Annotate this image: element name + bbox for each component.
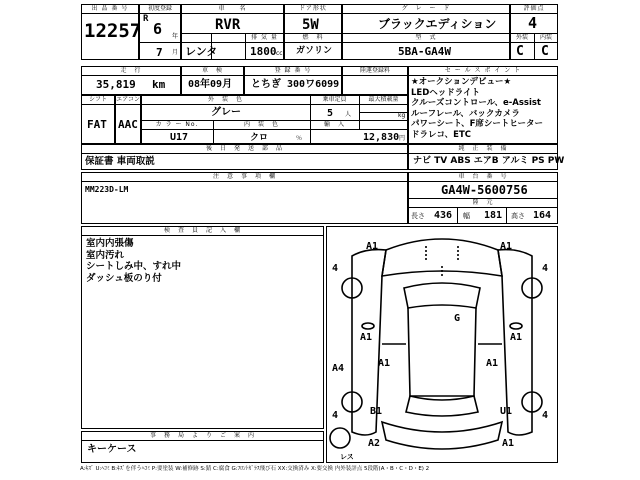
interior-grade: C: [541, 44, 549, 59]
header-genuine-equip: 純 正 装 備: [458, 145, 508, 152]
genuine-equipment: ナビ TV ABS エアB アルミ PS PW: [413, 156, 565, 166]
mark-a1-door-right: A1: [486, 358, 499, 369]
inspection-date: 08年09月: [188, 79, 233, 90]
header-interior: 内装: [539, 34, 552, 41]
length: 436: [434, 210, 453, 221]
mark-less: レス: [340, 453, 354, 461]
capacity-unit: 人: [345, 111, 352, 118]
sales-point: ドラレコ、ETC: [411, 129, 472, 140]
reg-year: 6: [153, 20, 163, 38]
year-unit: 年: [172, 33, 179, 40]
int-color: クロ: [250, 133, 269, 143]
height: 164: [533, 210, 552, 221]
car-roof: [408, 308, 476, 396]
doc-items: 保証書 車両取説: [85, 156, 155, 167]
header-capacity: 乗車定員: [322, 96, 347, 103]
length-label: 長さ: [411, 212, 425, 220]
notes-text: MM223D-LM: [85, 185, 129, 194]
mark-a1-side-right: A1: [510, 332, 523, 343]
mark-a4-rear-left: A4: [332, 363, 345, 374]
mark-a1-bumper: A1: [502, 438, 515, 449]
shift: FAT: [87, 118, 107, 131]
mark-u1-rear: U1: [500, 406, 513, 417]
car-windshield: [404, 283, 480, 308]
car-name: RVR: [215, 17, 241, 33]
header-doc-items: 後 日 発 送 部 品: [205, 145, 283, 152]
transfer-fee: 12,830: [363, 132, 400, 143]
car-trunk: [382, 422, 502, 449]
header-mileage: 走 行: [120, 67, 142, 74]
header-inspector: 検 査 員 記 入 欄: [163, 227, 241, 234]
header-exterior: 外装: [515, 34, 528, 41]
import-unit: ％: [296, 135, 303, 142]
header-color-no: カ ラ ー No.: [155, 121, 199, 128]
width-label: 幅: [463, 212, 470, 220]
header-lot: 出 品 番 号: [91, 5, 129, 12]
mark-tire-rl: 4: [332, 410, 339, 421]
reg-month: 7: [156, 46, 163, 59]
header-notes: 注 意 事 項 欄: [212, 173, 276, 180]
lot-number: 12257: [84, 20, 142, 42]
header-first-reg: 初度登録: [147, 5, 172, 12]
mark-a1-front-left: A1: [366, 241, 379, 252]
header-sales-points: セ ー ル ス ポ イ ン ト: [444, 67, 522, 74]
mark-a2-bumper: A2: [368, 438, 381, 449]
header-import: 輸 入: [323, 121, 345, 128]
sales-point: ルーフレール、バックカメラ: [411, 108, 520, 119]
car-damage-diagram: [326, 226, 558, 463]
sales-point: ★オークションデビュー★: [411, 77, 512, 87]
height-label: 高さ: [511, 212, 525, 220]
header-fuel: 燃 料: [302, 34, 324, 41]
header-grade: グ レ ー ド: [401, 5, 451, 12]
header-transfer-fee: 陸運登録料: [359, 67, 390, 74]
inspector-note: 室内内張傷: [86, 238, 134, 249]
max-load-unit: kg: [398, 112, 406, 119]
era: R: [143, 14, 149, 24]
header-inspection: 車 検: [201, 67, 223, 74]
ac: AAC: [118, 118, 138, 131]
score: 4: [528, 14, 538, 32]
header-int-color: 内 装 色: [243, 121, 279, 128]
mark-b1-rear: B1: [370, 406, 383, 417]
mark-a1-front-right: A1: [500, 241, 513, 252]
header-model-code: 型 式: [415, 34, 437, 41]
sales-points-list: [411, 77, 543, 140]
mark-g-roof: G: [454, 313, 461, 324]
car-rear-window: [406, 396, 478, 416]
header-car-name: 車 名: [218, 5, 247, 12]
header-displacement: 排 気 量: [251, 34, 278, 41]
transfer-fee-unit: 円: [399, 135, 406, 142]
header-plate: 登 録 番 号: [274, 67, 312, 74]
header-office: 事 務 局 よ り ご 案 内: [149, 432, 255, 439]
chassis-number: GA4W-5600756: [441, 183, 528, 197]
sales-point: パワーシート、F席シートヒーター: [411, 119, 544, 129]
header-ext-color: 外 装 色: [207, 96, 243, 103]
displacement: 1800: [250, 45, 277, 58]
header-chassis: 車 台 番 号: [458, 173, 508, 180]
plate-number: とちぎ 300ワ6099: [251, 79, 340, 90]
displacement-unit: cc: [276, 50, 283, 57]
ext-color: グレー: [211, 107, 241, 118]
header-score: 評価点: [523, 5, 545, 12]
model-code: 5BA-GA4W: [398, 45, 451, 58]
mark-a1-side-left: A1: [360, 332, 373, 343]
mirror-right: [510, 323, 522, 329]
sales-point: LEDヘッドライト: [411, 87, 481, 98]
grade: ブラックエディション: [378, 17, 497, 31]
mirror-left: [362, 323, 374, 329]
width: 181: [484, 210, 503, 221]
mark-tire-rr: 4: [542, 410, 549, 421]
damage-legend: A:ｷｽﾞ U:ﾍｺﾐ B:ｷｽﾞを伴うﾍｺﾐ P:要塗装 W:補修跡 S:錆 C:腐食 G:ﾌﾛﾝﾄｶﾞﾗｽ飛び石 XX:交換済み X:要交換 内外装評点 5段階(A・B・C・D・E) 2: [80, 466, 430, 472]
header-door: ドア形状: [299, 5, 327, 12]
spare-tire: [330, 428, 350, 448]
mark-tire-fl: 4: [332, 263, 339, 274]
usage: レンタ: [185, 45, 218, 58]
office-note: キーケース: [87, 444, 137, 455]
header-max-load: 最大積載量: [368, 96, 399, 103]
fuel: ガソリン: [296, 46, 333, 56]
inspector-note: ダッシュ板のり付: [86, 272, 162, 284]
door-type: 5W: [302, 17, 319, 33]
month-unit: 月: [172, 49, 179, 56]
header-dims: 陸 元: [472, 199, 494, 206]
inspector-note: 室内汚れ: [86, 249, 125, 261]
inspector-note: シートしみ中、すれ中: [86, 261, 182, 272]
inspector-notes: [86, 238, 181, 284]
mark-tire-fr: 4: [542, 263, 549, 274]
mark-a1-door-left: A1: [378, 358, 391, 369]
header-ac: エアコン: [116, 96, 140, 103]
mileage-unit: km: [152, 78, 166, 91]
capacity: 5: [327, 108, 334, 119]
mileage: 35,819: [96, 78, 136, 91]
exterior-grade: C: [516, 44, 524, 59]
color-no: U17: [170, 132, 189, 143]
sales-point: クルーズコントロール、e-Assist: [411, 98, 541, 108]
header-shift: シフト: [88, 96, 107, 103]
